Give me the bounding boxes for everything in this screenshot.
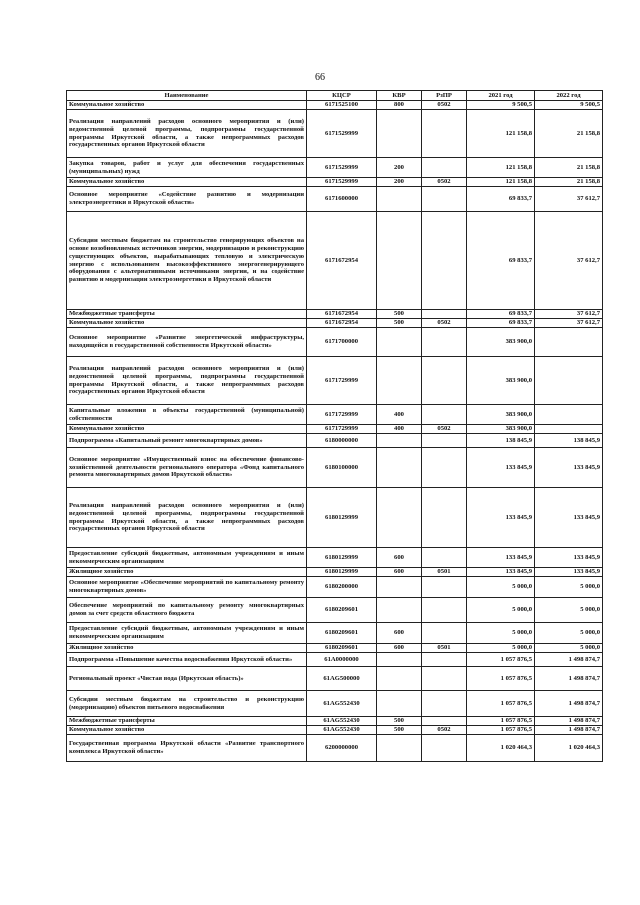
row-rzpr: 0501 (422, 568, 467, 577)
row-amount-2022: 1 020 464,3 (535, 735, 603, 762)
table-row (67, 187, 603, 212)
row-name: Субсидии местным бюджетам на строительство генерирующих объектов на основе возобновляемых источников энергии, модернизацию и реконструкцию существующих объектов, вырабатывающих тепловую и электрическую энергию с использованием высокоэффективного энергогенерирующего оборудования с альтернативными источниками энергии, и на содействие развитию и модернизации электроэнергетики в Иркутской области (67, 212, 307, 310)
row-kvr (377, 434, 422, 448)
row-kvr: 500 (377, 319, 422, 328)
row-kvr: 200 (377, 158, 422, 178)
row-amount-2022: 37 612,7 (535, 319, 603, 328)
row-amount-2022: 138 845,9 (535, 434, 603, 448)
row-amount-2022: 37 612,7 (535, 187, 603, 212)
row-kvr (377, 488, 422, 548)
row-kvr: 400 (377, 405, 422, 425)
row-kvr (377, 357, 422, 405)
row-kvr (377, 577, 422, 598)
table-row (67, 405, 603, 425)
row-rzpr: 0502 (422, 425, 467, 434)
row-rzpr (422, 187, 467, 212)
table-row (67, 319, 603, 328)
row-kcsr: 6171529999 (307, 110, 377, 158)
row-rzpr (422, 667, 467, 691)
table-row (67, 726, 603, 735)
row-name: Реализация направлений расходов основного мероприятия и (или) ведомственной целевой программы, подпрограммы государственной программы Иркутской области, а также непрограммных расходов государственных органов Иркутской области (67, 357, 307, 405)
row-rzpr (422, 488, 467, 548)
budget-table (66, 90, 603, 762)
row-kvr (377, 212, 422, 310)
row-amount-2022: 133 845,9 (535, 568, 603, 577)
row-rzpr (422, 735, 467, 762)
row-amount-2022 (535, 328, 603, 357)
row-amount-2021: 1 057 876,5 (467, 691, 535, 717)
row-amount-2022: 133 845,9 (535, 448, 603, 488)
row-amount-2022: 133 845,9 (535, 548, 603, 568)
row-rzpr (422, 110, 467, 158)
row-rzpr (422, 328, 467, 357)
row-amount-2021: 9 500,5 (467, 101, 535, 110)
row-kvr: 200 (377, 178, 422, 187)
row-kvr: 800 (377, 101, 422, 110)
row-name: Закупка товаров, работ и услуг для обеспечения государственных (муниципальных) нужд (67, 158, 307, 178)
table-row (67, 568, 603, 577)
table-row (67, 667, 603, 691)
row-kcsr: 6180209601 (307, 598, 377, 623)
row-kcsr: 6171529999 (307, 178, 377, 187)
row-kcsr: 6171600000 (307, 187, 377, 212)
row-kvr (377, 735, 422, 762)
row-kvr (377, 328, 422, 357)
table-row (67, 644, 603, 653)
row-kcsr: 6171672954 (307, 319, 377, 328)
table-row (67, 310, 603, 319)
row-kcsr: 6171529999 (307, 158, 377, 178)
row-kcsr: 6171672954 (307, 310, 377, 319)
row-kvr: 600 (377, 623, 422, 644)
row-name: Обеспечение мероприятий по капитальному ремонту многоквартирных домов за счет средств областного бюджета (67, 598, 307, 623)
table-row (67, 623, 603, 644)
table-row (67, 425, 603, 434)
table-row (67, 328, 603, 357)
row-amount-2021: 133 845,9 (467, 548, 535, 568)
row-rzpr (422, 405, 467, 425)
row-kvr: 400 (377, 425, 422, 434)
row-kcsr: 6171672954 (307, 212, 377, 310)
row-amount-2021: 133 845,9 (467, 488, 535, 548)
row-amount-2022: 1 498 874,7 (535, 653, 603, 667)
row-amount-2021: 69 833,7 (467, 212, 535, 310)
row-amount-2021: 383 900,0 (467, 425, 535, 434)
row-amount-2021: 133 845,9 (467, 568, 535, 577)
row-kcsr: 6180100000 (307, 448, 377, 488)
row-amount-2022: 1 498 874,7 (535, 717, 603, 726)
row-kcsr: 6171729999 (307, 425, 377, 434)
row-rzpr: 0501 (422, 644, 467, 653)
row-kcsr: 6171729999 (307, 405, 377, 425)
row-kvr: 600 (377, 548, 422, 568)
row-kcsr: 6171700000 (307, 328, 377, 357)
row-amount-2021: 383 900,0 (467, 405, 535, 425)
row-amount-2021: 1 057 876,5 (467, 667, 535, 691)
row-rzpr (422, 691, 467, 717)
table-row (67, 717, 603, 726)
row-kvr (377, 110, 422, 158)
row-name: Межбюджетные трансферты (67, 717, 307, 726)
row-kvr (377, 653, 422, 667)
row-kcsr: 6171525100 (307, 101, 377, 110)
row-amount-2022 (535, 405, 603, 425)
row-rzpr (422, 434, 467, 448)
row-name: Капитальные вложения в объекты государственной (муниципальной) собственности (67, 405, 307, 425)
page-number: 66 (315, 72, 325, 83)
row-amount-2021: 5 000,0 (467, 598, 535, 623)
table-row (67, 691, 603, 717)
row-kcsr: 6200000000 (307, 735, 377, 762)
table-row (67, 488, 603, 548)
row-name: Подпрограмма «Повышение качества водоснабжения Иркутской области» (67, 653, 307, 667)
row-amount-2021: 133 845,9 (467, 448, 535, 488)
row-amount-2021: 5 000,0 (467, 623, 535, 644)
row-amount-2021: 69 833,7 (467, 187, 535, 212)
row-rzpr: 0502 (422, 726, 467, 735)
row-kvr: 500 (377, 726, 422, 735)
table-body (67, 101, 603, 762)
row-amount-2021: 1 057 876,5 (467, 717, 535, 726)
row-rzpr (422, 577, 467, 598)
row-amount-2021: 5 000,0 (467, 644, 535, 653)
table-row (67, 653, 603, 667)
row-name: Коммунальное хозяйство (67, 726, 307, 735)
row-amount-2021: 138 845,9 (467, 434, 535, 448)
row-name: Предоставление субсидий бюджетным, автономным учреждениям и иным некоммерческим организациям (67, 623, 307, 644)
table-row (67, 448, 603, 488)
table-header-row (67, 91, 603, 101)
row-kcsr: 6180000000 (307, 434, 377, 448)
row-name: Основное мероприятие «Содействие развитию и модернизации электроэнергетики в Иркутской области» (67, 187, 307, 212)
row-amount-2022: 1 498 874,7 (535, 691, 603, 717)
row-kvr: 500 (377, 310, 422, 319)
row-rzpr (422, 548, 467, 568)
row-name: Коммунальное хозяйство (67, 178, 307, 187)
row-rzpr (422, 448, 467, 488)
row-name: Коммунальное хозяйство (67, 319, 307, 328)
header-rzpr: РзПР (422, 91, 467, 101)
row-kvr: 600 (377, 568, 422, 577)
row-kcsr: 6180129999 (307, 548, 377, 568)
row-name: Предоставление субсидий бюджетным, автономным учреждениям и иным некоммерческим организациям (67, 548, 307, 568)
row-amount-2021: 383 900,0 (467, 328, 535, 357)
row-amount-2022: 5 000,0 (535, 577, 603, 598)
row-kcsr: 61AG552430 (307, 717, 377, 726)
row-amount-2022 (535, 425, 603, 434)
row-name: Коммунальное хозяйство (67, 425, 307, 434)
row-name: Межбюджетные трансферты (67, 310, 307, 319)
row-rzpr (422, 623, 467, 644)
row-kcsr: 61AG552430 (307, 726, 377, 735)
row-amount-2022 (535, 357, 603, 405)
row-amount-2021: 121 158,8 (467, 158, 535, 178)
row-rzpr (422, 158, 467, 178)
row-amount-2022: 5 000,0 (535, 623, 603, 644)
row-amount-2021: 1 057 876,5 (467, 653, 535, 667)
row-name: Жилищное хозяйство (67, 568, 307, 577)
header-kcsr: КЦСР (307, 91, 377, 101)
table-row (67, 178, 603, 187)
row-amount-2022: 37 612,7 (535, 212, 603, 310)
row-amount-2022: 21 158,8 (535, 178, 603, 187)
row-rzpr: 0502 (422, 101, 467, 110)
row-rzpr (422, 357, 467, 405)
row-kcsr: 6180129999 (307, 488, 377, 548)
header-kvr: КВР (377, 91, 422, 101)
row-amount-2022: 21 158,8 (535, 158, 603, 178)
row-amount-2022: 5 000,0 (535, 598, 603, 623)
row-name: Основное мероприятие «Обеспечение мероприятий по капитальному ремонту многоквартирных домов» (67, 577, 307, 598)
table-row (67, 548, 603, 568)
row-name: Реализация направлений расходов основного мероприятия и (или) ведомственной целевой программы, подпрограммы государственной программы Иркутской области, а также непрограммных расходов государственных органов Иркутской области (67, 110, 307, 158)
row-name: Коммунальное хозяйство (67, 101, 307, 110)
row-name: Основное мероприятие «Имущественный взнос на обеспечение финансово-хозяйственной деятельности регионального оператора «Фонд капитального ремонта многоквартирных домов Иркутской области» (67, 448, 307, 488)
row-amount-2021: 5 000,0 (467, 577, 535, 598)
row-name: Жилищное хозяйство (67, 644, 307, 653)
row-rzpr (422, 653, 467, 667)
row-amount-2022: 133 845,9 (535, 488, 603, 548)
row-name: Государственная программа Иркутской области «Развитие транспортного комплекса Иркутской области» (67, 735, 307, 762)
row-kcsr: 6180209601 (307, 623, 377, 644)
header-2022: 2022 год (535, 91, 603, 101)
row-name: Реализация направлений расходов основного мероприятия и (или) ведомственной целевой программы, подпрограммы государственной программы Иркутской области, а также непрограммных расходов государственных органов Иркутской области (67, 488, 307, 548)
row-amount-2022: 9 500,5 (535, 101, 603, 110)
row-amount-2022: 37 612,7 (535, 310, 603, 319)
row-kcsr: 6171729999 (307, 357, 377, 405)
row-amount-2022: 1 498 874,7 (535, 667, 603, 691)
row-kvr (377, 667, 422, 691)
row-name: Субсидии местным бюджетам на строительство и реконструкцию (модернизацию) объектов питьевого водоснабжения (67, 691, 307, 717)
row-kcsr: 6180200000 (307, 577, 377, 598)
row-amount-2021: 121 158,8 (467, 110, 535, 158)
row-rzpr (422, 212, 467, 310)
row-amount-2022: 21 158,8 (535, 110, 603, 158)
row-kcsr: 6180209601 (307, 644, 377, 653)
row-kcsr: 6180129999 (307, 568, 377, 577)
row-amount-2021: 69 833,7 (467, 319, 535, 328)
row-kcsr: 61AG552430 (307, 691, 377, 717)
row-rzpr: 0502 (422, 178, 467, 187)
row-amount-2021: 69 833,7 (467, 310, 535, 319)
table-row (67, 598, 603, 623)
table-row (67, 735, 603, 762)
table-row (67, 577, 603, 598)
table-row (67, 110, 603, 158)
row-amount-2022: 1 498 874,7 (535, 726, 603, 735)
row-name: Основное мероприятие «Развитие энергетической инфраструктуры, находящейся в государственной собственности Иркутской области» (67, 328, 307, 357)
row-amount-2021: 121 158,8 (467, 178, 535, 187)
row-rzpr (422, 310, 467, 319)
row-amount-2022: 5 000,0 (535, 644, 603, 653)
row-kvr (377, 187, 422, 212)
row-amount-2021: 1 057 876,5 (467, 726, 535, 735)
table-row (67, 212, 603, 310)
row-amount-2021: 383 900,0 (467, 357, 535, 405)
row-kcsr: 61AG500000 (307, 667, 377, 691)
table-row (67, 434, 603, 448)
row-kvr (377, 448, 422, 488)
row-name: Подпрограмма «Капитальный ремонт многоквартирных домов» (67, 434, 307, 448)
table-row (67, 357, 603, 405)
table-row (67, 101, 603, 110)
table-row (67, 158, 603, 178)
row-amount-2021: 1 020 464,3 (467, 735, 535, 762)
row-rzpr (422, 598, 467, 623)
row-name: Региональный проект «Чистая вода (Иркутская область)» (67, 667, 307, 691)
row-kvr (377, 598, 422, 623)
row-kvr (377, 691, 422, 717)
header-name: Наименование (67, 91, 307, 101)
header-2021: 2021 год (467, 91, 535, 101)
row-kvr: 600 (377, 644, 422, 653)
row-kcsr: 61A0000000 (307, 653, 377, 667)
row-rzpr: 0502 (422, 319, 467, 328)
row-kvr: 500 (377, 717, 422, 726)
row-rzpr (422, 717, 467, 726)
